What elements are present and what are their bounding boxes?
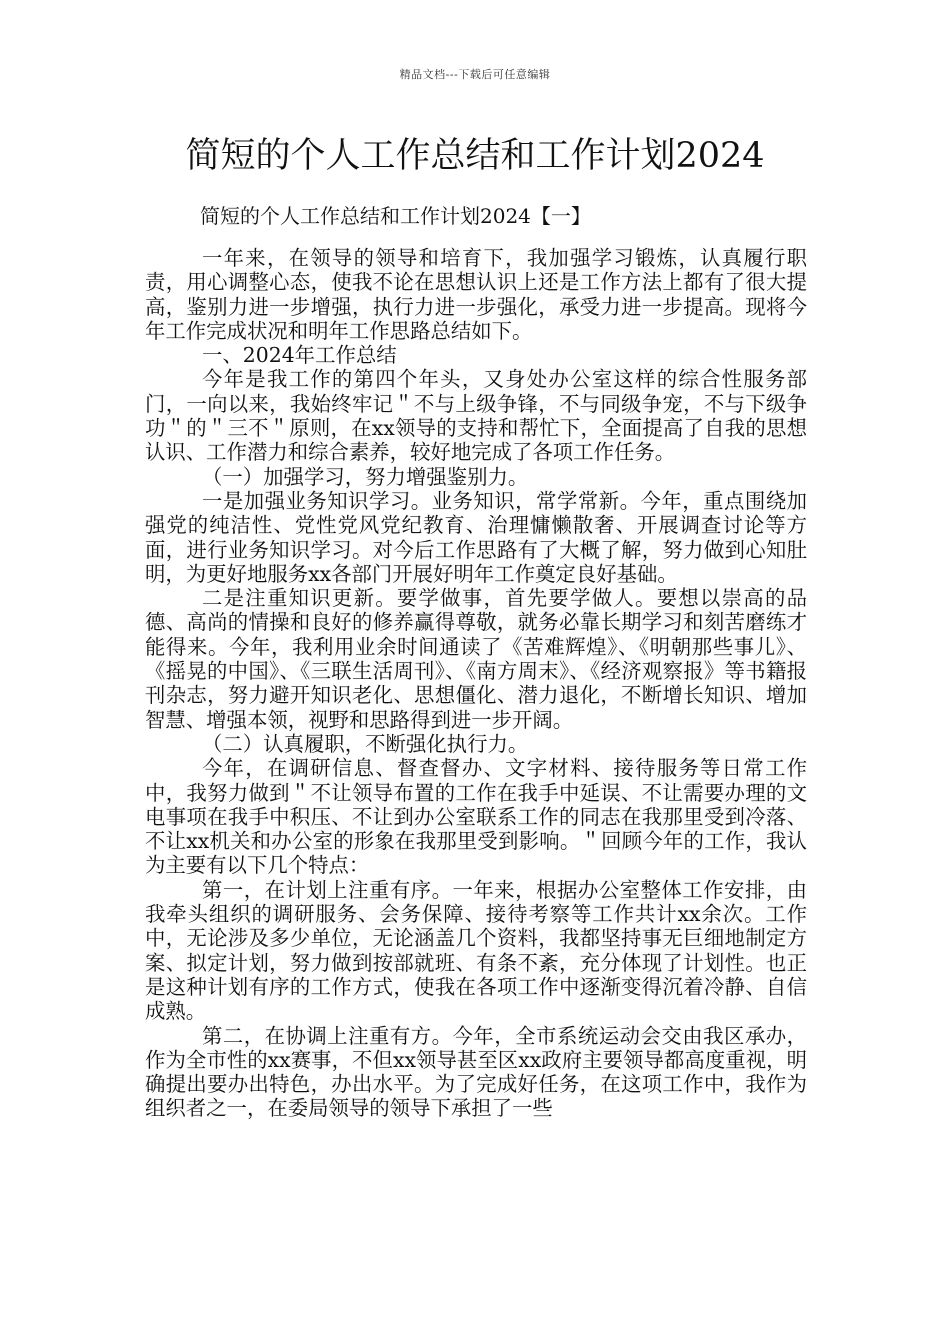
subsection-heading: （二）认真履职，不断强化执行力。 bbox=[202, 731, 529, 756]
subsection-heading: （一）加强学习，努力增强鉴别力。 bbox=[202, 464, 529, 489]
document-body bbox=[145, 246, 807, 1121]
section-heading: 一、2024年工作总结 bbox=[202, 343, 397, 368]
document-title: 简短的个人工作总结和工作计划2024 bbox=[185, 136, 765, 176]
paragraph: 今年是我工作的第四个年头，又身处办公室这样的综合性服务部门，一向以来，我始终牢记＂不与上级争锋，不与同级争宠，不与下级争功＂的＂三不＂原则，在xx领导的支持和帮忙下，全面提高了自我的思想认识、工作潜力和综合素养，较好地完成了各项工作任务。 bbox=[145, 367, 807, 465]
paragraph: 第一，在计划上注重有序。一年来，根据办公室整体工作安排，由我牵头组织的调研服务、会务保障、接待考察等工作共计xx余次。工作中，无论涉及多少单位，无论涵盖几个资料，我都坚持事无巨细地制定方案、拟定计划，努力做到按部就班、有条不紊，充分体现了计划性。也正是这种计划有序的工作方式，使我在各项工作中逐渐变得沉着冷静、自信成熟。 bbox=[145, 877, 807, 1024]
header-note: 精品文档---下载后可任意编辑 bbox=[399, 68, 551, 81]
paragraph: 第二，在协调上注重有方。今年，全市系统运动会交由我区承办，作为全市性的xx赛事，不但xx领导甚至区xx政府主要领导都高度重视，明确提出要办出特色，办出水平。为了完成好任务，在这项工作中，我作为组织者之一，在委局领导的领导下承担了一些 bbox=[145, 1023, 807, 1121]
paragraph: 二是注重知识更新。要学做事，首先要学做人。要想以崇高的品德、高尚的情操和良好的修养赢得尊敬，就务必靠长期学习和刻苦磨练才能得来。今年，我利用业余时间通读了《苦难辉煌》、《明朝那些事儿》、《摇晃的中国》、《三联生活周刊》、《南方周末》、《经济观察报》等书籍报刊杂志，努力避开知识老化、思想僵化、潜力退化，不断增长知识、增加智慧、增强本领，视野和思路得到进一步开阔。 bbox=[145, 586, 807, 732]
paragraph: 一是加强业务知识学习。业务知识，常学常新。今年，重点围绕加强党的纯洁性、党性党风党纪教育、治理慵懒散奢、开展调查讨论等方面，进行业务知识学习。对今后工作思路有了大概了解，努力做到心知肚明，为更好地服务xx各部门开展好明年工作奠定良好基础。 bbox=[145, 488, 807, 586]
paragraph: 一年来，在领导的领导和培育下，我加强学习锻炼，认真履行职责，用心调整心态，使我不论在思想认识上还是工作方法上都有了很大提高，鉴别力进一步增强，执行力进一步强化，承受力进一步提高。现将今年工作完成状况和明年工作思路总结如下。 bbox=[145, 246, 807, 343]
section-subtitle: 简短的个人工作总结和工作计划2024【一】 bbox=[200, 204, 591, 228]
paragraph: 今年，在调研信息、督查督办、文字材料、接待服务等日常工作中，我努力做到＂不让领导布置的工作在我手中延误、不让需要办理的文电事项在我手中积压、不让到办公室联系工作的同志在我那里受到冷落、不让xx机关和办公室的形象在我那里受到影响。＂回顾今年的工作，我认为主要有以下几个特点： bbox=[145, 756, 807, 878]
